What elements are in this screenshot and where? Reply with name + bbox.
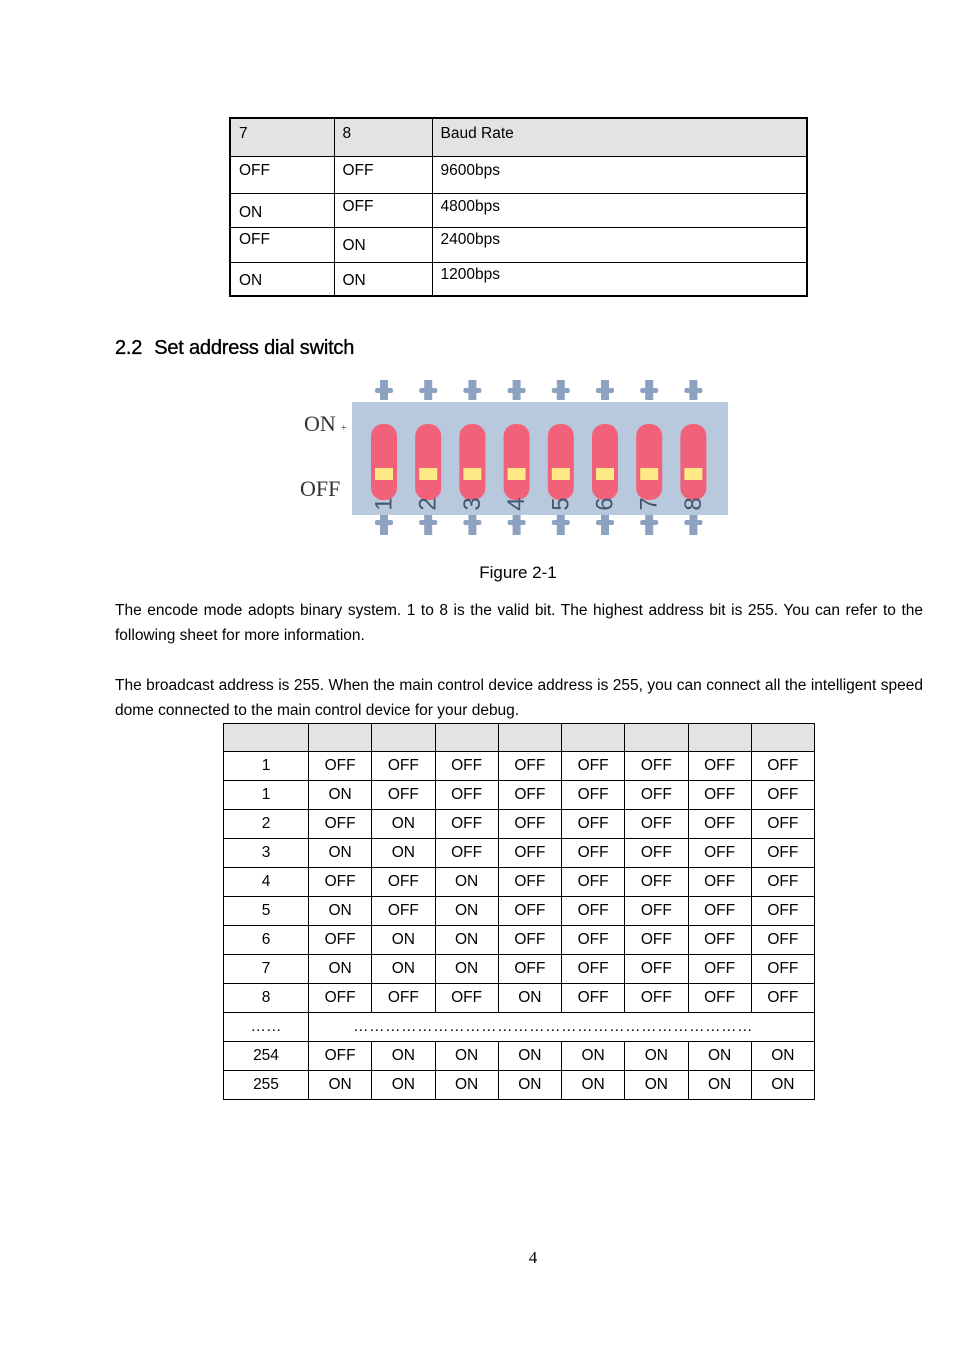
table-cell: ON	[309, 781, 372, 810]
switch-lever	[592, 424, 618, 500]
table-cell: OFF	[625, 926, 688, 955]
pin-cap	[684, 388, 702, 393]
page-number: 4	[528, 1248, 538, 1267]
table-cell: ON	[751, 1071, 814, 1100]
table-cell: OFF	[625, 752, 688, 781]
switch-lever	[415, 424, 441, 500]
table-cell: OFF	[688, 984, 751, 1013]
cell-text: ON	[239, 271, 263, 289]
table-cell: 6	[224, 926, 309, 955]
table-cell: OFF	[562, 955, 625, 984]
table-cell: ON	[625, 1071, 688, 1100]
bottom-pins	[375, 515, 702, 535]
switch-number: 6	[591, 497, 619, 511]
switch-lever	[459, 424, 485, 500]
table-cell: OFF	[309, 984, 372, 1013]
switch-lever	[504, 424, 530, 500]
switch-number: 1	[370, 497, 398, 511]
table-cell: OFF	[625, 984, 688, 1013]
table-cell: OFF	[372, 781, 435, 810]
table-cell: …………………………………………………………………	[309, 1013, 815, 1042]
pin-cap	[640, 388, 658, 393]
table-cell: ON	[751, 1042, 814, 1071]
table-cell: OFF	[688, 955, 751, 984]
table-cell: ON	[309, 897, 372, 926]
table-cell: ON	[372, 1042, 435, 1071]
table-cell: 7	[224, 955, 309, 984]
switch-number: 7	[635, 497, 663, 511]
pin-cap	[375, 388, 393, 393]
switch-lever-tip	[640, 468, 658, 480]
table-cell: OFF	[435, 984, 498, 1013]
table-cell: ON	[309, 955, 372, 984]
table-row	[224, 752, 815, 781]
header-cell	[309, 724, 372, 752]
baud-rate-table	[229, 117, 808, 297]
table-cell: 2400bps	[432, 227, 807, 262]
cell-text: ON	[342, 271, 366, 289]
switch-number: 5	[547, 497, 575, 511]
table-cell: OFF	[751, 781, 814, 810]
table-cell: OFF	[435, 839, 498, 868]
table-cell: OFF	[562, 839, 625, 868]
table-row	[224, 1042, 815, 1071]
switch-number: 8	[679, 497, 707, 511]
table-row	[224, 926, 815, 955]
cell-text: ON	[342, 236, 366, 254]
table-cell: OFF	[751, 955, 814, 984]
table-cell: OFF	[625, 868, 688, 897]
table-cell: OFF	[751, 897, 814, 926]
table-cell	[334, 262, 432, 296]
table-cell	[230, 193, 334, 227]
table-cell: OFF	[562, 926, 625, 955]
table-cell: OFF	[498, 926, 561, 955]
table-cell: OFF	[372, 868, 435, 897]
on-marker: +	[341, 423, 347, 434]
table-cell: OFF	[562, 868, 625, 897]
table-header-row	[230, 118, 807, 156]
pin-cap	[552, 520, 570, 525]
section-number: 2.2	[115, 337, 143, 359]
figure-caption: Figure 2-1	[479, 563, 557, 582]
paragraph-broadcast: The broadcast address is 255. When the main control device address is 255, you can connect all the intelligent speed dome connected to the main control device for your debug.	[115, 677, 923, 719]
table-cell: OFF	[625, 955, 688, 984]
table-cell: ……	[224, 1013, 309, 1042]
table-cell: OFF	[498, 752, 561, 781]
table-cell: 3	[224, 839, 309, 868]
table-cell: OFF	[498, 839, 561, 868]
header-cell	[562, 724, 625, 752]
table-cell: ON	[372, 926, 435, 955]
table-cell: ON	[498, 984, 561, 1013]
switch-lever	[636, 424, 662, 500]
table-cell: OFF	[435, 752, 498, 781]
table-cell: OFF	[751, 926, 814, 955]
table-cell: OFF	[562, 897, 625, 926]
header-cell	[224, 724, 309, 752]
pin-cap	[508, 388, 526, 393]
table-row	[230, 227, 807, 262]
table-cell: ON	[435, 926, 498, 955]
header-cell	[498, 724, 561, 752]
table-cell: ON	[372, 839, 435, 868]
dip-switch-figure	[296, 374, 732, 542]
table-cell: ON	[625, 1042, 688, 1071]
table-cell: OFF	[435, 810, 498, 839]
table-header-row	[224, 724, 815, 752]
switch-number: 4	[503, 497, 531, 511]
table-cell: OFF	[498, 897, 561, 926]
switch-number: 2	[414, 497, 442, 511]
table-cell: OFF	[334, 156, 432, 193]
switch-lever-tip	[508, 468, 526, 480]
table-cell: OFF	[498, 781, 561, 810]
table-cell: ON	[688, 1042, 751, 1071]
header-cell	[751, 724, 814, 752]
address-table	[223, 723, 815, 1100]
ellipsis-row	[224, 1013, 815, 1042]
table-cell: OFF	[751, 984, 814, 1013]
paragraph-encode-mode: The encode mode adopts binary system. 1 to 8 is the valid bit. The highest address bit is 255. You can refer to the following sheet for more information.	[115, 602, 923, 644]
table-cell: OFF	[688, 752, 751, 781]
table-cell: OFF	[309, 810, 372, 839]
table-cell: ON	[309, 839, 372, 868]
table-cell: OFF	[435, 781, 498, 810]
table-cell: ON	[562, 1071, 625, 1100]
table-cell: ON	[372, 1071, 435, 1100]
table-cell: ON	[309, 1071, 372, 1100]
table-cell: 1200bps	[432, 262, 807, 296]
table-cell: OFF	[751, 868, 814, 897]
table-cell: OFF	[309, 1042, 372, 1071]
table-cell: ON	[435, 868, 498, 897]
table-row	[224, 1071, 815, 1100]
table-cell: OFF	[625, 810, 688, 839]
header-cell: 8	[334, 118, 432, 156]
table-cell: 9600bps	[432, 156, 807, 193]
table-cell: OFF	[498, 868, 561, 897]
switch-lever-tip	[552, 468, 570, 480]
table-row	[230, 156, 807, 193]
table-row	[230, 262, 807, 296]
pin-cap	[508, 520, 526, 525]
pin-cap	[463, 520, 481, 525]
table-cell	[230, 262, 334, 296]
table-cell: ON	[372, 810, 435, 839]
section-heading	[115, 337, 354, 360]
section-title: Set address dial switch	[154, 337, 355, 359]
table-cell: OFF	[230, 156, 334, 193]
table-cell: 5	[224, 897, 309, 926]
table-cell: 8	[224, 984, 309, 1013]
header-cell: Baud Rate	[432, 118, 807, 156]
pin-cap	[463, 388, 481, 393]
table-cell: OFF	[372, 897, 435, 926]
table-cell: OFF	[688, 839, 751, 868]
cell-text: ON	[239, 203, 263, 221]
pin-cap	[375, 520, 393, 525]
table-row	[224, 984, 815, 1013]
table-cell: ON	[435, 1071, 498, 1100]
table-cell: OFF	[498, 810, 561, 839]
table-cell: ON	[435, 1042, 498, 1071]
table-cell: 4800bps	[432, 193, 807, 227]
table-cell: OFF	[372, 752, 435, 781]
table-cell: OFF	[309, 926, 372, 955]
top-pins	[375, 380, 702, 400]
off-label: OFF	[300, 476, 341, 501]
table-cell: OFF	[688, 868, 751, 897]
table-row	[224, 955, 815, 984]
table-cell: OFF	[562, 810, 625, 839]
pin-cap	[596, 520, 614, 525]
table-cell: OFF	[625, 781, 688, 810]
table-cell: 255	[224, 1071, 309, 1100]
table-cell: OFF	[562, 984, 625, 1013]
table-cell: OFF	[562, 781, 625, 810]
table-cell: 1	[224, 752, 309, 781]
table-row	[224, 897, 815, 926]
switch-lever-tip	[375, 468, 393, 480]
table-cell: OFF	[751, 810, 814, 839]
table-cell: OFF	[562, 752, 625, 781]
switch-lever	[371, 424, 397, 500]
table-cell: OFF	[751, 752, 814, 781]
table-cell	[334, 227, 432, 262]
table-row	[230, 193, 807, 227]
switch-lever	[680, 424, 706, 500]
header-cell	[625, 724, 688, 752]
table-cell: ON	[498, 1071, 561, 1100]
pin-cap	[419, 520, 437, 525]
switch-lever-tip	[419, 468, 437, 480]
switch-lever	[548, 424, 574, 500]
table-cell: OFF	[334, 193, 432, 227]
table-cell: OFF	[688, 781, 751, 810]
table-cell: ON	[498, 1042, 561, 1071]
table-row	[224, 868, 815, 897]
table-row	[224, 810, 815, 839]
switch-housing	[352, 402, 728, 515]
header-cell	[435, 724, 498, 752]
table-cell: OFF	[309, 868, 372, 897]
switch-lever-tip	[596, 468, 614, 480]
table-cell: OFF	[625, 839, 688, 868]
table-cell: OFF	[498, 955, 561, 984]
table-cell: 4	[224, 868, 309, 897]
switch-lever-tip	[684, 468, 702, 480]
table-cell: ON	[435, 897, 498, 926]
pin-cap	[596, 388, 614, 393]
table-cell: OFF	[688, 897, 751, 926]
pin-cap	[552, 388, 570, 393]
table-cell: OFF	[751, 839, 814, 868]
table-cell: OFF	[372, 984, 435, 1013]
table-cell: OFF	[688, 926, 751, 955]
table-row	[224, 839, 815, 868]
table-cell: ON	[435, 955, 498, 984]
pin-cap	[640, 520, 658, 525]
header-cell: 7	[230, 118, 334, 156]
table-cell: OFF	[309, 752, 372, 781]
switch-number: 3	[458, 497, 486, 511]
pin-cap	[684, 520, 702, 525]
header-cell	[372, 724, 435, 752]
table-row	[224, 781, 815, 810]
header-cell	[688, 724, 751, 752]
table-cell: ON	[562, 1042, 625, 1071]
table-cell: OFF	[230, 227, 334, 262]
table-cell: 254	[224, 1042, 309, 1071]
pin-cap	[419, 388, 437, 393]
table-cell: ON	[688, 1071, 751, 1100]
switch-lever-tip	[463, 468, 481, 480]
table-cell: 1	[224, 781, 309, 810]
table-cell: ON	[372, 955, 435, 984]
on-label: ON	[304, 411, 336, 436]
table-cell: 2	[224, 810, 309, 839]
table-cell: OFF	[688, 810, 751, 839]
table-cell: OFF	[625, 897, 688, 926]
